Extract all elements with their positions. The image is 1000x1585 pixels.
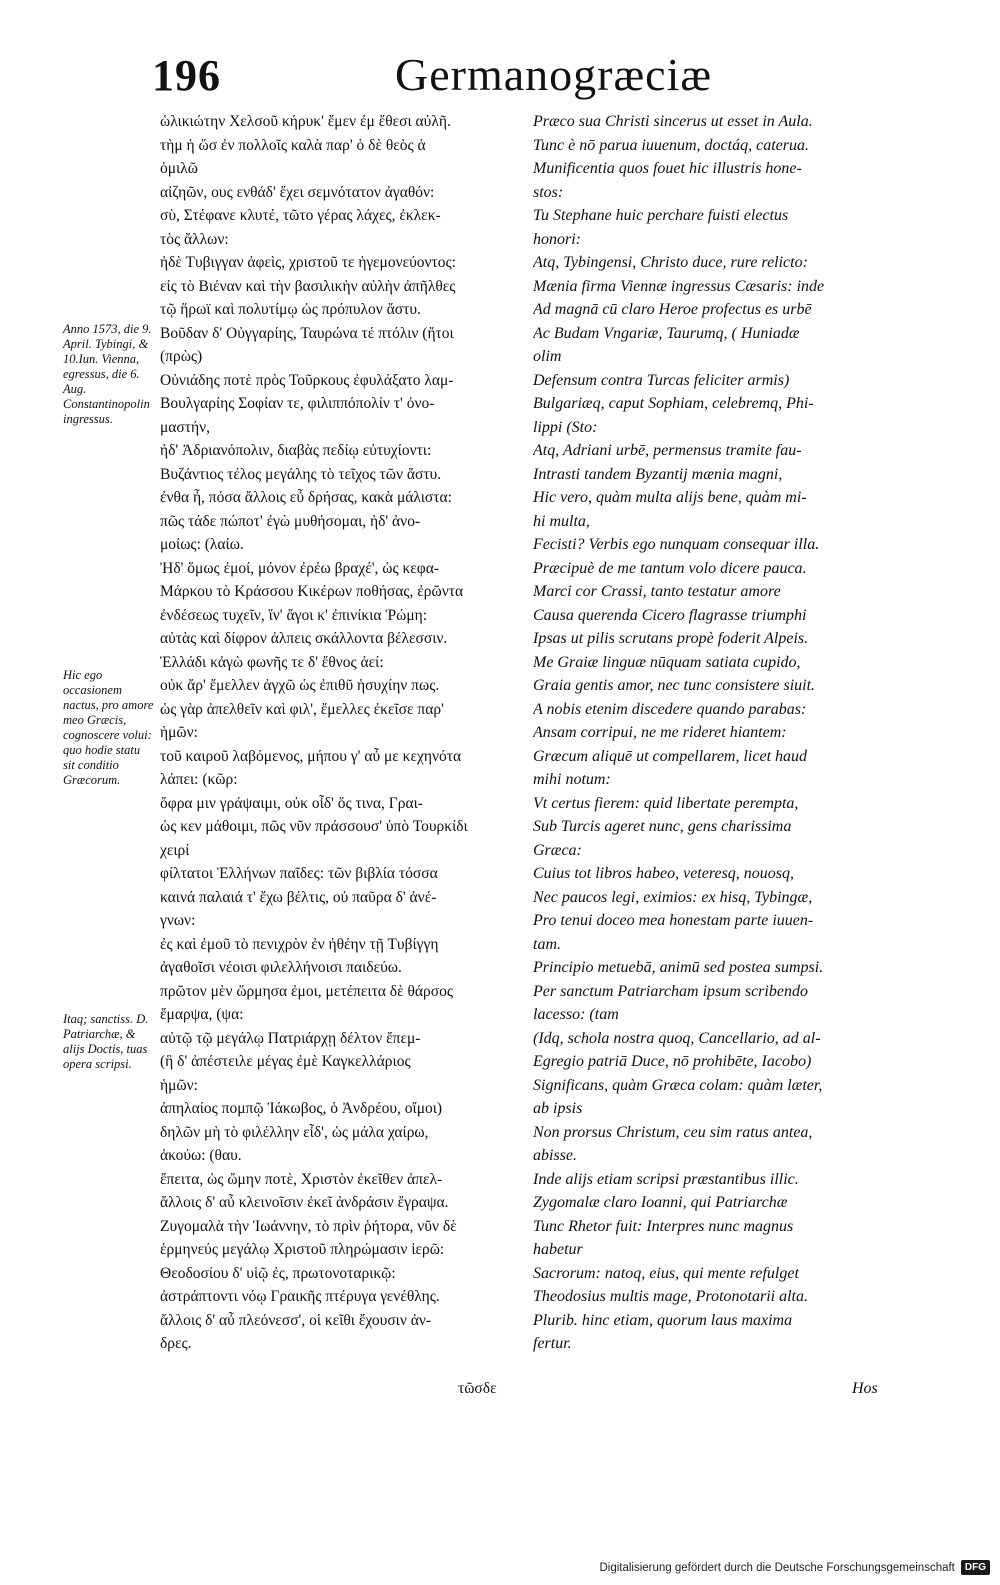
verse-line: lippi (Sto: bbox=[533, 418, 598, 436]
verse-line: εἰς τὸ Βιέναν καὶ τὴν βασιλικὴν αὐλὴν ἀπῆλθες bbox=[160, 277, 456, 295]
verse-line: Graia gentis amor, nec tunc consistere siuit. bbox=[533, 677, 816, 694]
verse-line: αὐτῷ τῷ μεγάλῳ Πατριάρχῃ δέλτον ἔπεμ- bbox=[160, 1029, 421, 1047]
verse-line: (ἣ δ' ἀπέστειλε μέγας ἐμὲ Καγκελλάριος bbox=[160, 1053, 411, 1070]
verse-line: πῶς τάδε πώποτ' ἐγὼ μυθήσομαι, ἠδ' ἀνο- bbox=[160, 512, 421, 530]
verse-line: δρες. bbox=[160, 1335, 192, 1352]
digitization-footer bbox=[599, 1560, 990, 1575]
verse-line: αὐτὰς καὶ δίφρον ἀλπεις σκάλλοντα βέλεσσιν. bbox=[160, 630, 448, 647]
verse-line: fertur. bbox=[533, 1335, 572, 1352]
verse-line: ὡλικιώτην Χελσοῦ κήρυκ' ἔμεν ἐμ ἔθεσι αὐλῆ. bbox=[160, 113, 451, 130]
footer-text: Digitalisierung gefördert durch die Deutsche Forschungsgemeinschaft bbox=[599, 1561, 955, 1574]
verse-line: μοίως: (λαίω. bbox=[160, 536, 244, 553]
verse-line: ἐνθα ἦ, πόσα ἄλλοις εὖ δρήσας, κακὰ μάλιστα: bbox=[160, 489, 452, 506]
verse-line: Principio metuebā, animū sed postea sumpsi. bbox=[533, 959, 824, 976]
catchword-latin: Hos bbox=[852, 1380, 878, 1397]
verse-line: ἑρμηνεύς μεγάλῳ Χριστοῦ πληρώμασιν ἱερῶ: bbox=[160, 1241, 445, 1258]
verse-line: habetur bbox=[533, 1241, 583, 1258]
verse-line: Atq, Tybingensi, Christo duce, rure relicto: bbox=[533, 254, 808, 271]
verse-line: Ipsas ut pilis scrutans propè foderit Alpeis. bbox=[533, 630, 809, 647]
verse-line: Marci cor Crassi, tanto testatur amore bbox=[533, 583, 781, 600]
catchword-greek: τῶσδε bbox=[458, 1380, 497, 1397]
dfg-logo: DFG bbox=[961, 1560, 990, 1575]
verse-line: οὐκ ἄρ' ἔμελλεν ἀγχῶ ὡς ἐπιθῦ ἡσυχίην πως. bbox=[160, 677, 440, 694]
verse-line: mihi notum: bbox=[533, 771, 611, 788]
verse-line: Μάρκου τὸ Κράσσου Κικέρων ποθήσας, ἐρῶντα bbox=[160, 583, 464, 600]
verse-line: ἀκούω: (θαυ. bbox=[160, 1147, 242, 1164]
verse-line: αἰζηῶν, ους ενθάδ' ἔχει σεμνότατον ἀγαθόν: bbox=[160, 183, 435, 201]
margin-note: Anno 1573, die 9. April. Tybingi, & 10.Iun. Vienna, egressus, die 6. Aug. Constantinopolin ingressus. bbox=[63, 322, 152, 426]
verse-line: (Idq, schola nostra quoq, Cancellario, ad al- bbox=[533, 1029, 821, 1047]
verse-line: φίλτατοι Ἑλλήνων παῖδες: τῶν βιβλία τόσσα bbox=[160, 865, 438, 882]
verse-line: ἡμῶν: bbox=[160, 1076, 198, 1094]
verse-line: Βοῦδαν δ' Οὐγγαρίης, Ταυρώνα τέ πτόλιν (ἤτοι bbox=[160, 324, 454, 342]
verse-line: ἠδ' Ἀδριανόπολιν, διαβὰς πεδίῳ εὐτυχίοντι: bbox=[160, 442, 432, 459]
verse-line: ὡς γὰρ ἀπελθεῖν καὶ φιλ', ἔμελλες ἐκεῖσε παρ' bbox=[160, 700, 444, 718]
verse-line: ὡς κεν μάθοιμι, πῶς νῦν πράσσουσ' ὑπὸ Τουρκίδι bbox=[160, 818, 468, 835]
verse-line: Tunc è nō parua iuuenum, doctáq, caterua. bbox=[533, 136, 809, 154]
verse-line: Defensum contra Turcas feliciter armis) bbox=[533, 371, 790, 389]
verse-line: τοῦ καιροῦ λαβόμενος, μήπου γ' αὖ με κεχηνότα bbox=[160, 747, 462, 765]
margin-note: Itaq; sanctiss. D. Patriarchæ, & alijs Doctis, tuas opera scripsi. bbox=[63, 1012, 149, 1071]
verse-line: Præcipuè de me tantum volo dicere pauca. bbox=[533, 559, 807, 577]
verse-line: Θεοδοσίου δ' υἱῷ ἐς, πρωτονοταρικῷ: bbox=[160, 1264, 396, 1282]
verse-line: Ζυγομαλὰ τὴν Ἰωάννην, τὸ πρὶν ῥήτορα, νῦν δὲ bbox=[160, 1217, 457, 1235]
verse-line: Ac Budam Vngariæ, Taurumq, ( Huniadæ bbox=[533, 324, 800, 342]
verse-line: (πρὼς) bbox=[160, 348, 203, 365]
verse-line: ἄλλοις δ' αὖ κλεινοῖσιν ἐκεῖ ἀνδράσιν ἔγραψα. bbox=[160, 1194, 449, 1211]
verse-line: Inde alijs etiam scripsi præstantibus illic. bbox=[533, 1170, 799, 1188]
verse-line: stos: bbox=[533, 183, 564, 201]
verse-line: ὁμιλῶ bbox=[160, 160, 198, 177]
verse-line: ἐς καὶ ἐμοῦ τὸ πενιχρὸν ἐν ἠθέην τῇ Τυβίγγη bbox=[160, 935, 439, 953]
verse-line: ἡμῶν: bbox=[160, 724, 198, 741]
verse-line: Ad magnā cū claro Heroe profectus es urbē bbox=[533, 301, 812, 318]
latin-verse-column bbox=[533, 110, 883, 1356]
verse-line: καινά παλαιά τ' ἔχω βέλτις, οὐ παῦρα δ' ἀνέ- bbox=[160, 888, 437, 906]
verse-line: Munificentia quos fouet hic illustris hone- bbox=[533, 160, 802, 177]
verse-line: lacesso: (tam bbox=[533, 1006, 619, 1023]
verse-line: Ansam corripui, ne me rideret hiantem: bbox=[533, 724, 787, 741]
verse-line: τὴμ ἡ ὥσ ἐν πολλοῖς καλὰ παρ' ὁ δὲ θεὸς ἁ bbox=[160, 136, 426, 154]
verse-line: ἄλλοις δ' αὖ πλεόνεσσ', οἱ κεῖθι ἔχουσιν ἀν- bbox=[160, 1311, 432, 1329]
verse-line: ὄφρα μιν γράψαιμι, οὐκ οἶδ' ὅς τινα, Γραι- bbox=[160, 794, 423, 812]
verse-line: A nobis etenim discedere quando parabas: bbox=[533, 700, 807, 718]
verse-line: Sub Turcis ageret nunc, gens charissima bbox=[533, 818, 792, 835]
verse-line: Significans, quàm Græca colam: quàm læter, bbox=[533, 1076, 823, 1094]
verse-line: Græca: bbox=[533, 841, 582, 859]
verse-line: Plurib. hinc etiam, quorum laus maxima bbox=[533, 1311, 793, 1329]
verse-line: τὸς ἄλλων: bbox=[160, 230, 229, 248]
verse-line: ἀπηλαίος πομπῷ Ἰάκωβος, ὁ Ἀνδρέου, οἴμοι) bbox=[160, 1100, 443, 1117]
verse-line: Theodosius multis mage, Protonotarii alta. bbox=[533, 1288, 808, 1305]
greek-verse-column bbox=[160, 110, 520, 1356]
verse-line: Fecisti? Verbis ego nunquam consequar illa. bbox=[533, 536, 820, 553]
verse-line: hi multa, bbox=[533, 512, 590, 530]
verse-line: λάπει: (κῶρ: bbox=[160, 771, 238, 788]
verse-line: Per sanctum Patriarcham ipsum scribendo bbox=[533, 982, 808, 1000]
verse-line: honori: bbox=[533, 230, 581, 248]
verse-line: Sacrorum: natoq, eius, qui mente refulget bbox=[533, 1264, 799, 1282]
verse-line: Bulgariæq, caput Sophiam, celebremq, Phi- bbox=[533, 395, 814, 412]
verse-line: Atq, Adriani urbē, permensus tramite fau- bbox=[533, 442, 802, 459]
verse-line: Mænia firma Viennæ ingressus Cæsaris: inde bbox=[533, 277, 825, 295]
verse-line: σὺ, Στέφανε κλυτέ, τῶτο γέρας λάχες, ἐκλεκ- bbox=[160, 207, 441, 224]
verse-line: Intrasti tandem Byzantij mænia magni, bbox=[533, 465, 783, 483]
verse-line: ἔπειτα, ὡς ὤμην ποτὲ, Χριστὸν ἐκεῖθεν ἀπελ- bbox=[160, 1170, 443, 1188]
verse-line: Pro tenui doceo mea honestam parte iuuen- bbox=[533, 912, 814, 929]
verse-line: Βουλγαρίης Σοφίαν τε, φιλιππόπολίν τ' ὀνο- bbox=[160, 395, 435, 412]
margin-note: Hic ego occasionem nactus, pro amore meo Græcis, cognoscere volui: quo hodie statu sit conditio Græcorum. bbox=[63, 668, 154, 787]
verse-line: Βυζάντιος τέλος μεγάλης τὸ τεῖχος τῶν ἄστυ. bbox=[160, 465, 442, 483]
verse-line: Zygomalæ claro Ioanni, qui Patriarchæ bbox=[533, 1194, 788, 1211]
verse-line: Ἠδ' ὅμως ἐμοί, μόνον ἐρέω βραχέ', ὡς κεφα- bbox=[160, 559, 440, 577]
verse-line: Non prorsus Christum, ceu sim ratus antea, bbox=[533, 1123, 813, 1141]
verse-line: ἀγαθοῖσι νέοισι φιλελλήνοισι παιδεύω. bbox=[160, 959, 402, 976]
verse-line: μαστήν, bbox=[160, 418, 211, 436]
verse-line: Nec paucos legi, eximios: ex hisq, Tybingæ, bbox=[533, 888, 813, 906]
verse-line: γνων: bbox=[160, 912, 196, 929]
verse-line: Cuius tot libros habeo, veteresq, nouosq, bbox=[533, 865, 795, 882]
verse-line: χειρί bbox=[160, 841, 190, 859]
verse-line: Causa querenda Cicero flagrasse triumphi bbox=[533, 606, 807, 624]
verse-line: ἠδὲ Τυβιγγαν ἀφεὶς, χριστοῦ τε ἡγεμονεύοντος: bbox=[160, 254, 456, 271]
verse-line: tam. bbox=[533, 935, 561, 953]
verse-line: ἀστράπτοντι νόῳ Γραικῆς πτέρυγα γενέθλης. bbox=[160, 1288, 440, 1305]
page-number: 196 bbox=[152, 51, 221, 100]
verse-line: Tunc Rhetor fuit: Interpres nunc magnus bbox=[533, 1217, 794, 1235]
verse-line: abisse. bbox=[533, 1147, 577, 1164]
verse-line: ἔμαρψα, (ψα: bbox=[160, 1006, 244, 1023]
verse-line: ἐνδέσεως τυχεῖν, ἵν' ἄγοι κ' ἐπινίκια Ῥώμη: bbox=[160, 606, 428, 624]
running-head: Germanogræciæ bbox=[395, 49, 713, 100]
verse-line: Præco sua Christi sincerus ut esset in Aula. bbox=[533, 113, 813, 130]
verse-line: Tu Stephane huic perchare fuisti electus bbox=[533, 207, 789, 224]
verse-line: τῷ ἥρωϊ καὶ πολυτίμῳ ὡς πρόπυλον ἄστυ. bbox=[160, 301, 421, 318]
verse-line: πρῶτον μὲν ὥρμησα ἐμοι, μετέπειτα δὲ θάρσος bbox=[160, 982, 454, 1000]
verse-line: Græcum aliquē ut compellarem, licet haud bbox=[533, 747, 808, 765]
verse-line: Ἑλλάδι κἀγὼ φωνῆς τε δ' ἔθνος ἀεί: bbox=[160, 653, 384, 671]
verse-line: Οὐνιάδης ποτὲ πρὸς Τοῦρκους ἐφυλάξατο λαμ- bbox=[160, 371, 454, 389]
verse-line: Egregio patriā Duce, nō prohibēte, Iacobo) bbox=[533, 1053, 812, 1070]
verse-line: Me Graiæ linguæ nūquam satiata cupido, bbox=[533, 653, 801, 671]
verse-line: δηλῶν μὴ τὸ φιλέλλην εἶδ', ὡς μάλα χαίρω, bbox=[160, 1123, 429, 1141]
verse-line: Vt certus fierem: quid libertate perempta, bbox=[533, 794, 799, 812]
verse-line: olim bbox=[533, 348, 562, 365]
verse-line: Hic vero, quàm multa alijs bene, quàm mi- bbox=[533, 489, 807, 506]
verse-line: ab ipsis bbox=[533, 1100, 583, 1117]
